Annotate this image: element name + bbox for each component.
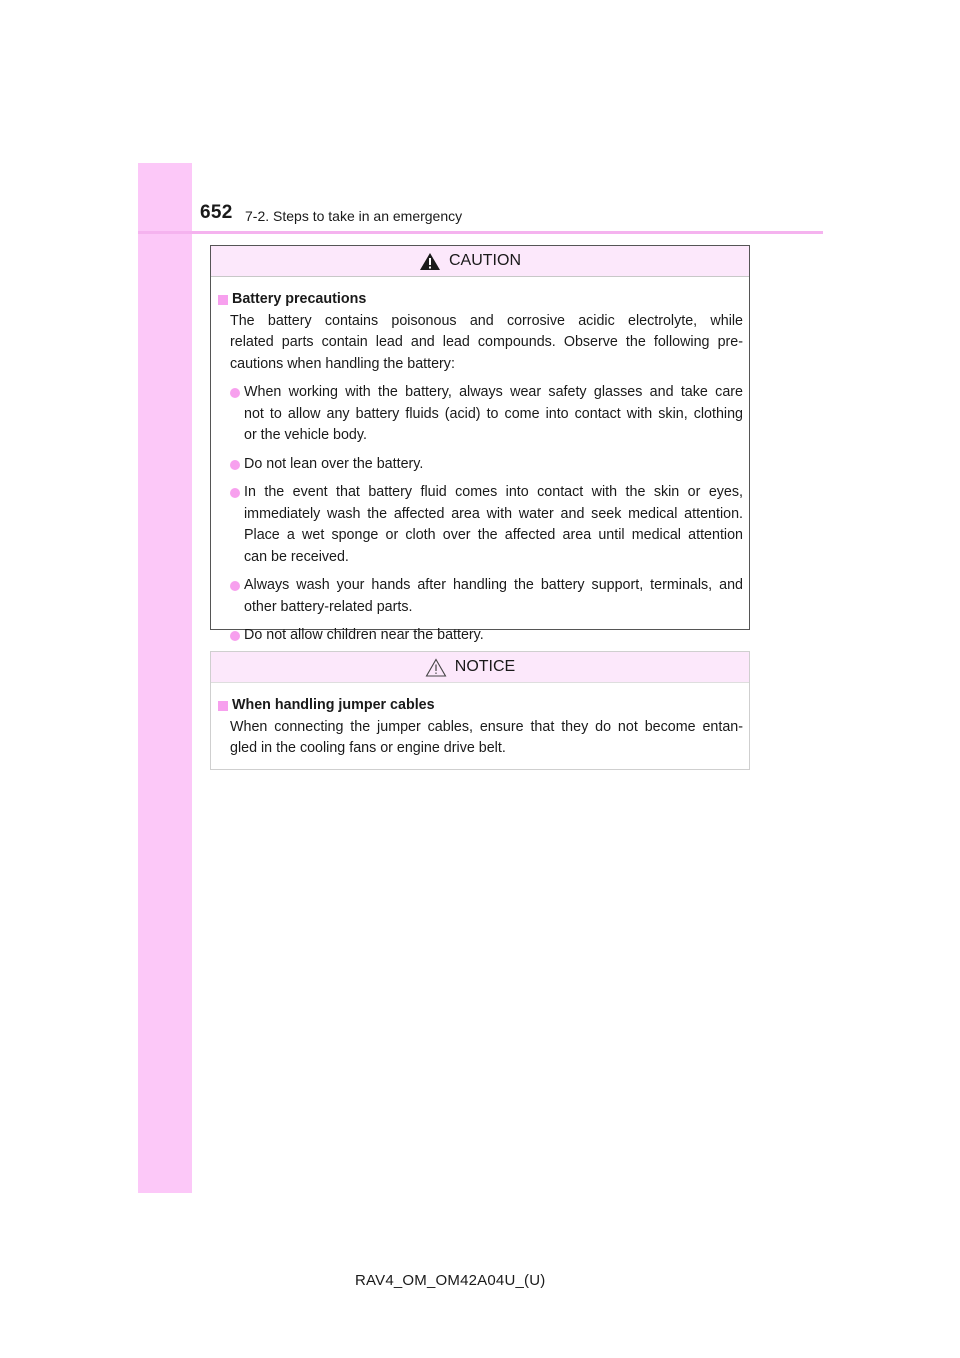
side-thumb-band [138,163,192,1193]
text-line: The battery contains poisonous and corrosive acidic electrolyte, while [230,312,743,329]
text-line: related parts contain lead and lead compounds. Observe the following pre- [230,334,743,350]
square-bullet-icon [218,295,228,305]
text-line: not to allow any battery fluids (acid) to come into contact with skin, clothing [244,405,743,422]
text-line: cautions when handling the battery: [230,355,455,372]
notice-header [211,652,749,683]
page-number: 652 [200,202,233,223]
circle-bullet-icon [230,460,240,470]
text-line: gled in the cooling fans or engine drive belt. [230,740,506,756]
text-line: Place a wet sponge or cloth over the affected area until medical attention [244,527,743,543]
caution-intro [218,311,743,376]
text-line: Do not allow children near the battery. [244,627,484,643]
caution-title: CAUTION [449,252,521,269]
caution-bullet [218,575,743,618]
caution-bullet [218,482,743,568]
caution-bullet [218,625,743,647]
section-title: 7-2. Steps to take in an emergency [245,208,463,224]
text-line: In the event that battery fluid comes into contact with the skin or eyes, [244,484,743,500]
circle-bullet-icon [230,631,240,641]
caution-body [211,277,749,647]
caution-heading-text: Battery precautions [232,291,367,307]
circle-bullet-icon [230,581,240,591]
notice-body [211,683,749,760]
caution-header [211,246,749,277]
text-line: immediately wash the affected area with water and seek medical attention. [244,505,743,522]
notice-box [210,651,750,770]
caution-subheading [218,289,743,311]
notice-title: NOTICE [454,658,516,675]
text-line: Do not lean over the battery. [244,455,424,472]
text-line: other battery-related parts. [244,598,413,615]
circle-bullet-icon [230,488,240,498]
text-line: When working with the battery, always wear safety glasses and take care [244,384,743,400]
text-line: can be received. [244,548,349,565]
notice-text [218,717,743,760]
warning-triangle-icon [419,252,441,271]
footer-document-code: RAV4_OM_OM42A04U_(U) [355,1272,546,1289]
caution-bullet [218,454,743,476]
text-line: or the vehicle body. [244,427,367,443]
caution-box [210,245,750,643]
circle-bullet-icon [230,388,240,398]
warning-triangle-outline-icon [425,658,447,677]
notice-subheading [218,695,743,717]
header-rule [138,231,823,234]
caution-bullet [218,382,743,447]
text-line: Always wash your hands after handling the battery support, terminals, and [244,577,743,593]
notice-heading-text: When handling jumper cables [232,697,435,713]
square-bullet-icon [218,701,228,711]
text-line: When connecting the jumper cables, ensure that they do not become entan- [230,718,743,735]
